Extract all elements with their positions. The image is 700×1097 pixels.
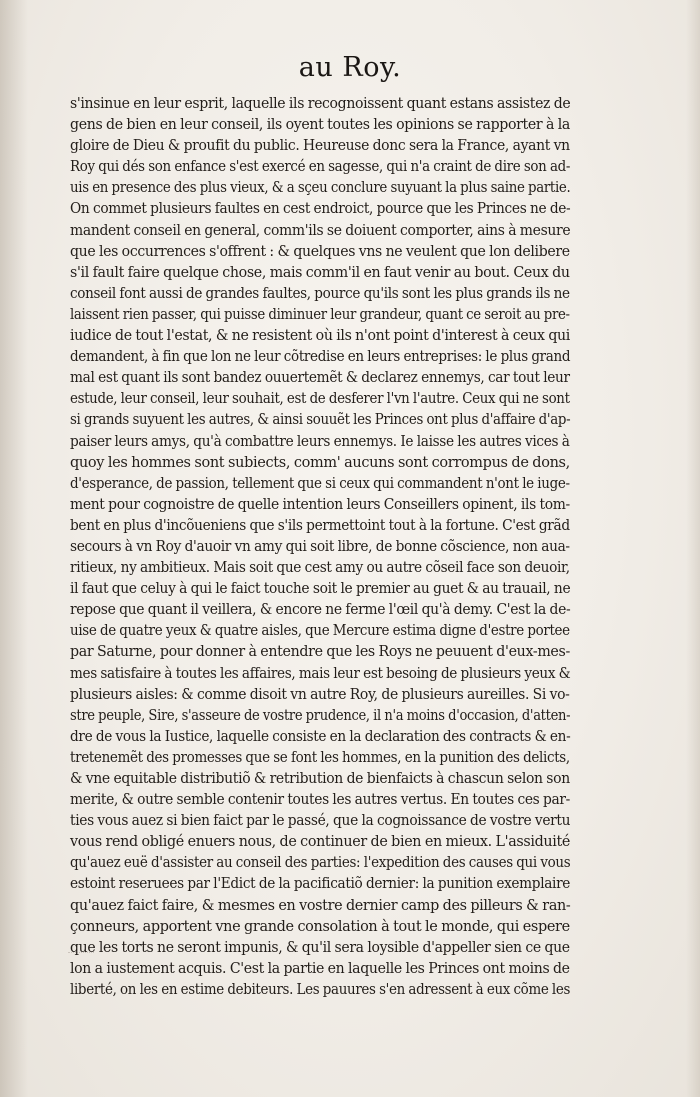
text-line: stre peuple, Sire, s'asseure de vostre prudence, il n'a moins d'occasion, d'atten- — [70, 706, 571, 724]
gutter-shadow — [0, 0, 28, 1097]
text-line: s'insinue en leur esprit, laquelle ils recognoissent quant estans assistez de — [70, 95, 571, 112]
text-line: par Saturne, pour donner à entendre que les Roys ne peuuent d'eux-mes- — [70, 643, 570, 661]
text-line: Roy qui dés son enfance s'est exercé en sagesse, qui n'a craint de dire son ad- — [70, 158, 571, 176]
text-line: paiser leurs amys, qu'à combattre leurs ennemys. Ie laisse les autres vices à — [70, 432, 570, 450]
text-line: lon a iustement acquis. C'est la partie en laquelle les Princes ont moins de — [70, 959, 570, 977]
text-line: repose que quant il veillera, & encore ne ferme l'œil qu'à demy. C'est la de- — [70, 601, 571, 619]
body-text — [70, 93, 570, 1000]
text-line: ment pour cognoistre de quelle intention leurs Conseillers opinent, ils tom- — [70, 495, 570, 513]
text-line: quoy les hommes sont subiects, comm' aucuns sont corrompus de dons, — [70, 453, 570, 471]
text-line: laissent rien passer, qui puisse diminuer leur grandeur, quant ce seroit au pre- — [70, 305, 570, 323]
text-line: bent en plus d'incõueniens que s'ils permettoint tout à la fortune. C'est grãd — [70, 516, 570, 534]
text-line: d'esperance, de passion, tellement que si ceux qui commandent n'ont le iuge- — [70, 474, 570, 492]
text-line: que les torts ne seront impunis, & qu'il sera loysible d'appeller sien ce que — [70, 938, 570, 956]
text-line: estude, leur conseil, leur souhait, est de desferer l'vn l'autre. Ceux qui ne sont — [70, 390, 570, 408]
text-line: ties vous auez si bien faict par le passé, que la cognoissance de vostre vertu — [70, 812, 571, 830]
text-line: vous rend obligé enuers nous, de continuer de bien en mieux. L'assiduité — [70, 833, 571, 851]
text-line: gloire de Dieu & proufit du public. Heureuse donc sera la France, ayant vn — [70, 137, 570, 155]
text-line: conseil font aussi de grandes faultes, pource qu'ils sont les plus grands ils ne — [70, 284, 570, 302]
text-line: si grands suyuent les autres, & ainsi souuẽt les Princes ont plus d'affaire d'ap- — [70, 411, 571, 429]
text-line: liberté, on les en estime debiteurs. Les pauures s'en adressent à eux cõme les — [70, 980, 571, 998]
text-line: tretenemẽt des promesses que se font les hommes, en la punition des delicts, — [70, 748, 570, 766]
text-line: que les occurrences s'offrent : & quelques vns ne veulent que lon delibere — [70, 242, 570, 260]
text-line: uis en presence des plus vieux, & a sçeu conclure suyuant la plus saine partie. — [70, 179, 571, 197]
bleed-through-mark — [68, 952, 94, 961]
text-line: On commet plusieurs faultes en cest endroict, pource que les Princes ne de- — [70, 200, 571, 218]
text-line: çonneurs, apportent vne grande consolation à tout le monde, qui espere — [70, 917, 570, 935]
text-line: iudice de tout l'estat, & ne resistent où ils n'ont point d'interest à ceux qui — [70, 327, 570, 345]
page-edge-shadow — [686, 0, 700, 1097]
text-line: il faut que celuy à qui le faict touche soit le premier au guet & au trauail, ne — [70, 580, 571, 598]
text-line: uise de quatre yeux & quatre aisles, que Mercure estima digne d'estre portee — [70, 622, 570, 640]
text-line: dre de vous la Iustice, laquelle consiste en la declaration des contracts & en- — [70, 727, 571, 745]
text-line: & vne equitable distributiõ & retribution de bienfaicts à chascun selon son — [70, 770, 570, 787]
text-line: s'il fault faire quelque chose, mais comm'il en faut venir au bout. Ceux du — [70, 263, 570, 281]
text-line: mandent conseil en general, comm'ils se doiuent comporter, ains à mesure — [70, 221, 571, 239]
text-line: mal est quant ils sont bandez ouuertemẽt & declarez ennemys, car tout leur — [70, 369, 570, 387]
text-line: demandent, à fin que lon ne leur cõtredise en leurs entreprises: le plus grand — [70, 348, 571, 366]
text-line: estoint reseruees par l'Edict de la pacificatiõ dernier: la punition exemplaire — [70, 875, 571, 893]
text-line: plusieurs aisles: & comme disoit vn autre Roy, de plusieurs aureilles. Si vo- — [70, 685, 570, 703]
text-line: ritieux, ny ambitieux. Mais soit que cest amy ou autre cõseil face son deuoir, — [70, 559, 570, 577]
text-line: mes satisfaire à toutes les affaires, mais leur est besoing de plusieurs yeux & — [70, 664, 571, 682]
running-head: au Roy. — [298, 52, 402, 83]
text-line: merite, & outre semble contenir toutes les autres vertus. En toutes ces par- — [70, 791, 570, 809]
text-line: qu'auez faict faire, & mesmes en vostre dernier camp des pilleurs & ran- — [70, 896, 571, 914]
text-line: secours à vn Roy d'auoir vn amy qui soit libre, de bonne cõscience, non aua- — [70, 537, 570, 555]
text-line: qu'auez euë d'assister au conseil des parties: l'expedition des causes qui vous — [70, 854, 571, 872]
text-line: gens de bien en leur conseil, ils oyent toutes les opinions se rapporter à la — [70, 116, 570, 134]
